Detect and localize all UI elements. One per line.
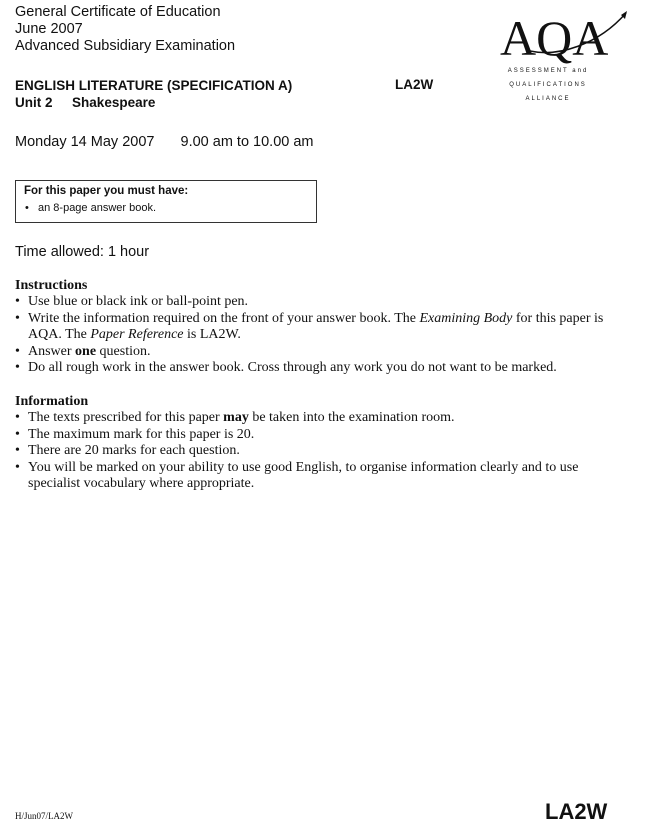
subject-title: ENGLISH LITERATURE (SPECIFICATION A) [15,78,293,93]
information-item: • The texts prescribed for this paper may be taken into the examination room. [15,410,620,427]
materials-title: For this paper you must have: [24,185,189,197]
footer-reference: H/Jun07/LA2W [15,811,73,821]
exam-date: Monday 14 May 2007 [15,134,155,150]
logo-wordmark: AQA [500,10,609,65]
information-item: • There are 20 marks for each question. [15,443,620,460]
header-qualification: General Certificate of Education [15,4,221,20]
unit-title: Shakespeare [72,95,156,110]
footer-paper-code: LA2W [545,799,608,824]
information-item: • The maximum mark for this paper is 20. [15,427,620,444]
information-item: • You will be marked on your ability to use good English, to organise information clearly and to use specialist vocabulary where appropriate. [15,460,620,493]
instruction-item: • Do all rough work in the answer book. Cross through any work you do not want to be marked. [15,360,620,377]
header-level: Advanced Subsidiary Examination [15,38,236,54]
logo-tagline-1: ASSESSMENT and [507,68,589,74]
materials-item: • an 8-page answer book. [38,202,156,214]
exam-date-line [15,134,314,150]
paper-code: LA2W [395,77,434,92]
unit-number: Unit 2 [15,95,53,110]
information-list [15,410,620,493]
logo-tagline-2: QUALIFICATIONS [509,82,587,88]
time-allowed: Time allowed: 1 hour [15,244,150,260]
information-heading: Information [15,394,89,409]
instruction-item: • Write the information required on the front of your answer book. The Examining Body for this paper is AQA. The Paper Reference is LA2W. [15,311,620,344]
aqa-logo [498,5,628,105]
materials-box [15,180,317,223]
paper-title [15,77,292,111]
exam-header [15,4,235,55]
header-session: June 2007 [15,21,83,37]
instruction-item: • Use blue or black ink or ball-point pen. [15,294,620,311]
instructions-list [15,294,620,377]
instructions-heading: Instructions [15,278,88,293]
aqa-logo-mark [498,5,628,65]
unit-line [15,94,292,111]
exam-time: 9.00 am to 10.00 am [180,134,314,150]
logo-tagline-3: ALLIANCE [525,96,571,102]
instruction-item: • Answer one question. [15,344,620,361]
